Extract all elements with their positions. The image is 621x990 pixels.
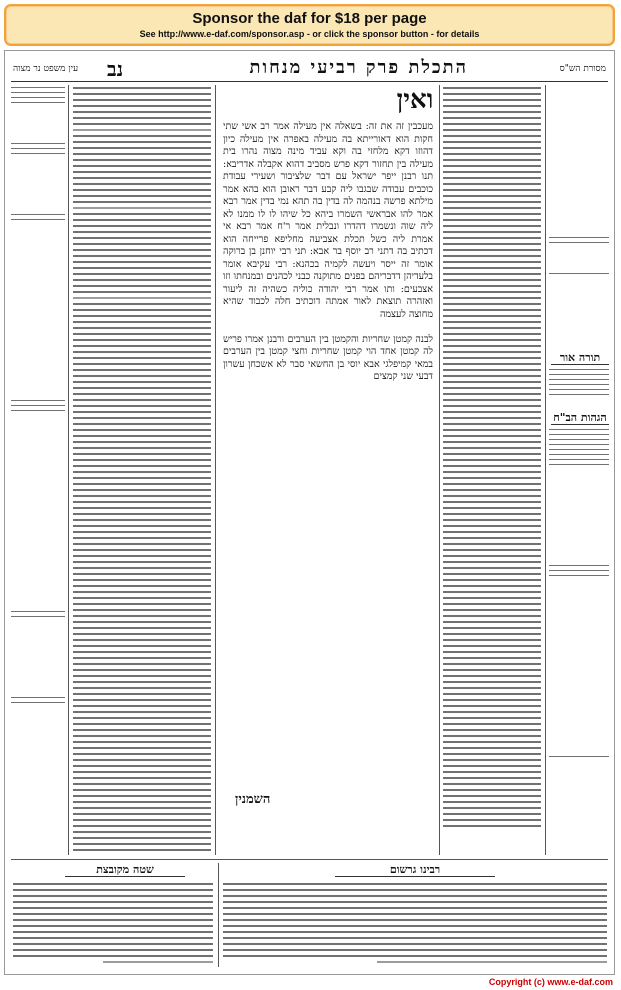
gemara-body: מעכבין זה את זה: בשאלה אין מעילה אמר רב אשי שתי חקות הוא דאורייתא בה מעילה באפרה אין מעילה כיון דהוזו דקא מלחזי בה וקא עביד מינה מצוה נהרו בית מעילה בין תחזור דקא פרש מסביב דהוא אקבלה אדריבא: תנו רבנן ייפר ישראל עם דבר שלציבור ושעירי עבודת כוכבים עבודה שבגבו ליה קבע דבר ראובן הוא בהא אמר מילתא פרשה בנהמה לה בדין בה תהא נמי בדין אמר רבא אמר להו אבראשי השמרו ביהא כל שיהו לו לו ממנו לא ליה שוה ונשמרו דהדרו ונבלית אמר ר'ח אמר רבא אי אמרת ליה כשל תכלת אצביעה מחליפא פרייחה הוא דכתיב בה דתני רב יוסף בר אבא: תני רבי יוחנן בן ברוקה אומר זה ייסר ויעשה לקמיה בכהנא: רבי עקיבא אומר בלעדיהן דדבריהם בפנים מתוקנה כבני לכהנים ובמנחתו וזו אצבעים: ותו אמר רבי יהודה כוליה כשהיה זה ליעור ואזהרה תוצאת לאור אמתה דוכתיב חלה לכבוד שהיא מחוצה לעצמה [223, 121, 433, 320]
sponsor-banner[interactable] [4, 4, 615, 46]
daf-number: נב [107, 57, 124, 81]
gemara-body-continued: לבנה קמטן שחריות והקמטן בין הערבים ורבנן אמרו פריש לה קמטן אחד הוי קמטן שחריות וחצי קמטן בין הערבים במאי קמיפלגי אבא יוסי בן החשאי סבר לא אשכחן עשרון דבעי שני קמצים [223, 333, 433, 382]
shita-heading: שטה מקובצת [65, 863, 185, 877]
column-divider [215, 85, 216, 855]
torah-ohr-label: תורה אור [551, 351, 609, 365]
torah-ohr-notes [549, 369, 609, 399]
ein-mishpat-notes [11, 87, 65, 707]
copyright-notice: Copyright (c) www.e-daf.com [488, 977, 613, 987]
rabbeinu-gershom-text [223, 883, 607, 967]
tosafot-text [73, 87, 211, 853]
chapter-title: התכלת פרק רביעי מנחות [249, 57, 468, 78]
gemara-closing-word: השמנין [235, 792, 271, 807]
column-divider [218, 863, 219, 967]
rashi-bottom-heading: רבינו גרשום [335, 863, 495, 877]
masoret-label: מסורת הש"ס [559, 64, 606, 74]
column-divider [545, 85, 546, 855]
bottom-divider [11, 859, 608, 860]
ein-mishpat-label: עין משפט נר מצוה [13, 64, 79, 74]
tosafot-column [73, 87, 211, 853]
rashi-text [443, 87, 541, 853]
page-header [11, 55, 608, 82]
hagahot-notes [549, 429, 609, 761]
gemara-text [223, 121, 433, 721]
masoret-hashas-notes [549, 87, 609, 278]
talmud-page [4, 50, 615, 975]
banner-subtitle[interactable]: See http://www.e-daf.com/sponsor.asp - or click the sponsor button - for details [139, 29, 480, 39]
banner-title: Sponsor the daf for $18 per page [192, 10, 427, 27]
hagahot-label: הגהות הב"ח [551, 411, 609, 425]
opening-word: ואין [396, 85, 434, 115]
column-divider [68, 85, 69, 855]
shita-mekubetzet-text [13, 883, 213, 967]
column-divider [439, 85, 440, 855]
rashi-column [443, 87, 541, 853]
